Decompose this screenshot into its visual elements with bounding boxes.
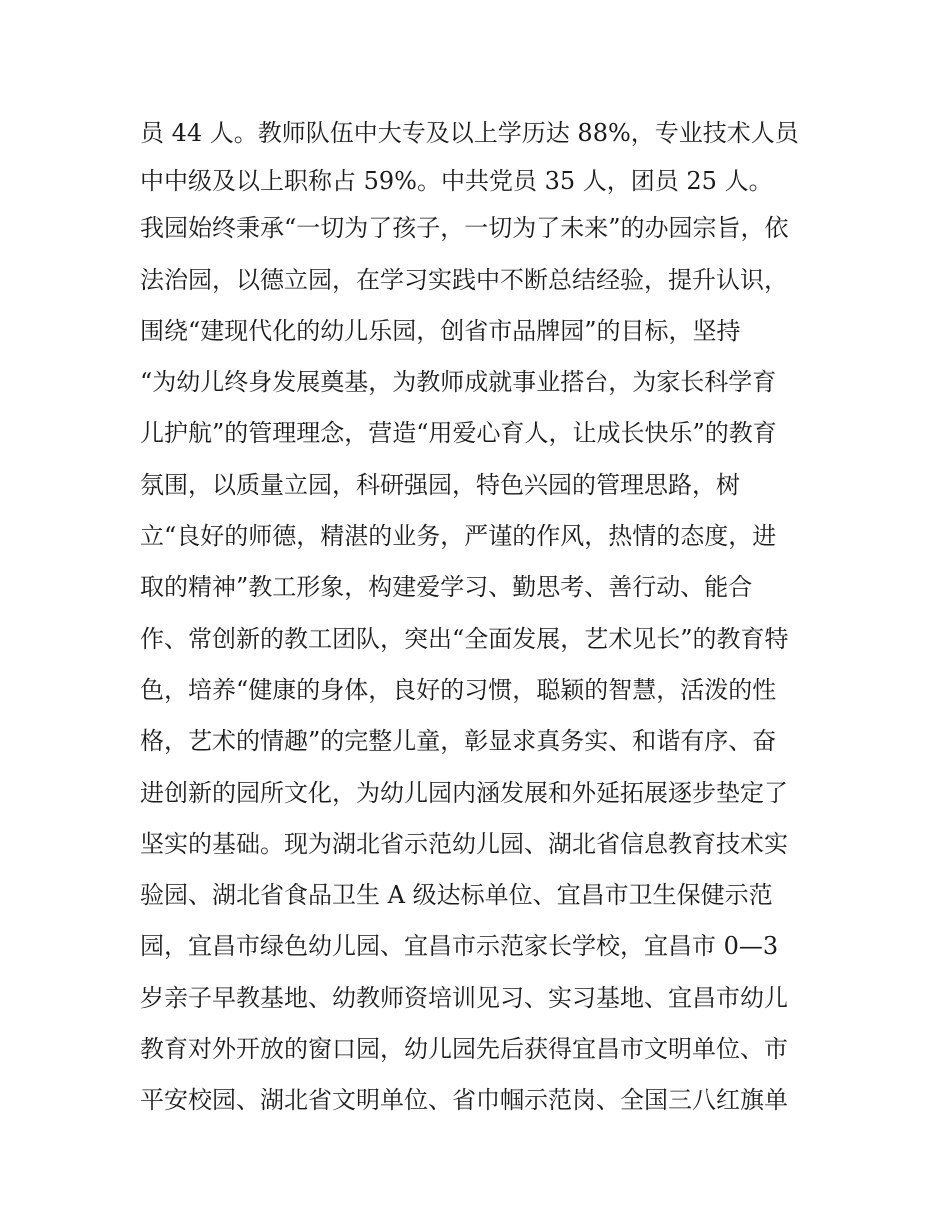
text-line: 岁亲子早教基地、幼教师资培训见习、实习基地、宜昌市幼儿 xyxy=(140,983,788,1012)
text-line: 中中级及以上职称占 59%。中共党员 35 人，团员 25 人。 xyxy=(140,167,773,196)
text-line: 进创新的园所文化，为幼儿园内涵发展和外延拓展逐步垫定了 xyxy=(140,778,788,807)
text-line: 立“良好的师德，精湛的业务，严谨的作风，热情的态度，进 xyxy=(140,522,777,551)
text-line: 围绕“建现代化的幼儿乐园，创省市品牌园”的目标，坚持 xyxy=(140,316,741,345)
text-line: 平安校园、湖北省文明单位、省巾帼示范岗、全国三八红旗单 xyxy=(140,1086,788,1115)
text-line: 坚实的基础。现为湖北省示范幼儿园、湖北省信息教育技术实 xyxy=(140,829,788,858)
text-line: 作、常创新的教工团队，突出“全面发展，艺术见长”的教育特 xyxy=(140,624,789,653)
text-line: 儿护航”的管理理念，营造“用爱心育人，让成长快乐”的教育 xyxy=(140,419,777,448)
text-line: 色，培养“健康的身体，良好的习惯，聪颖的智慧，活泼的性 xyxy=(140,675,777,704)
text-line: 氛围，以质量立园，科研强园，特色兴园的管理思路，树 xyxy=(140,470,740,499)
text-line: 格，艺术的情趣”的完整儿童，彰显求真务实、和谐有序、奋 xyxy=(140,727,777,756)
text-line: 园，宜昌市绿色幼儿园、宜昌市示范家长学校，宜昌市 0—3 xyxy=(140,932,779,961)
body-text xyxy=(140,108,830,1127)
text-line: 取的精神”教工形象，构建爱学习、勤思考、善行动、能合 xyxy=(140,573,753,602)
text-line: 验园、湖北省食品卫生 A 级达标单位、宜昌市卫生保健示范 xyxy=(140,881,773,910)
text-line: 我园始终秉承“一切为了孩子，一切为了未来”的办园宗旨，依 xyxy=(140,214,789,243)
text-line: 员 44 人。教师队伍中大专及以上学历达 88%，专业技术人员 xyxy=(140,119,799,147)
text-line: “为幼儿终身发展奠基，为教师成就事业搭台，为家长科学育 xyxy=(140,368,777,397)
text-line: 法治园，以德立园，在学习实践中不断总结经验，提升认识， xyxy=(140,265,788,294)
text-line: 教育对外开放的窗口园，幼儿园先后获得宜昌市文明单位、市 xyxy=(140,1035,788,1064)
